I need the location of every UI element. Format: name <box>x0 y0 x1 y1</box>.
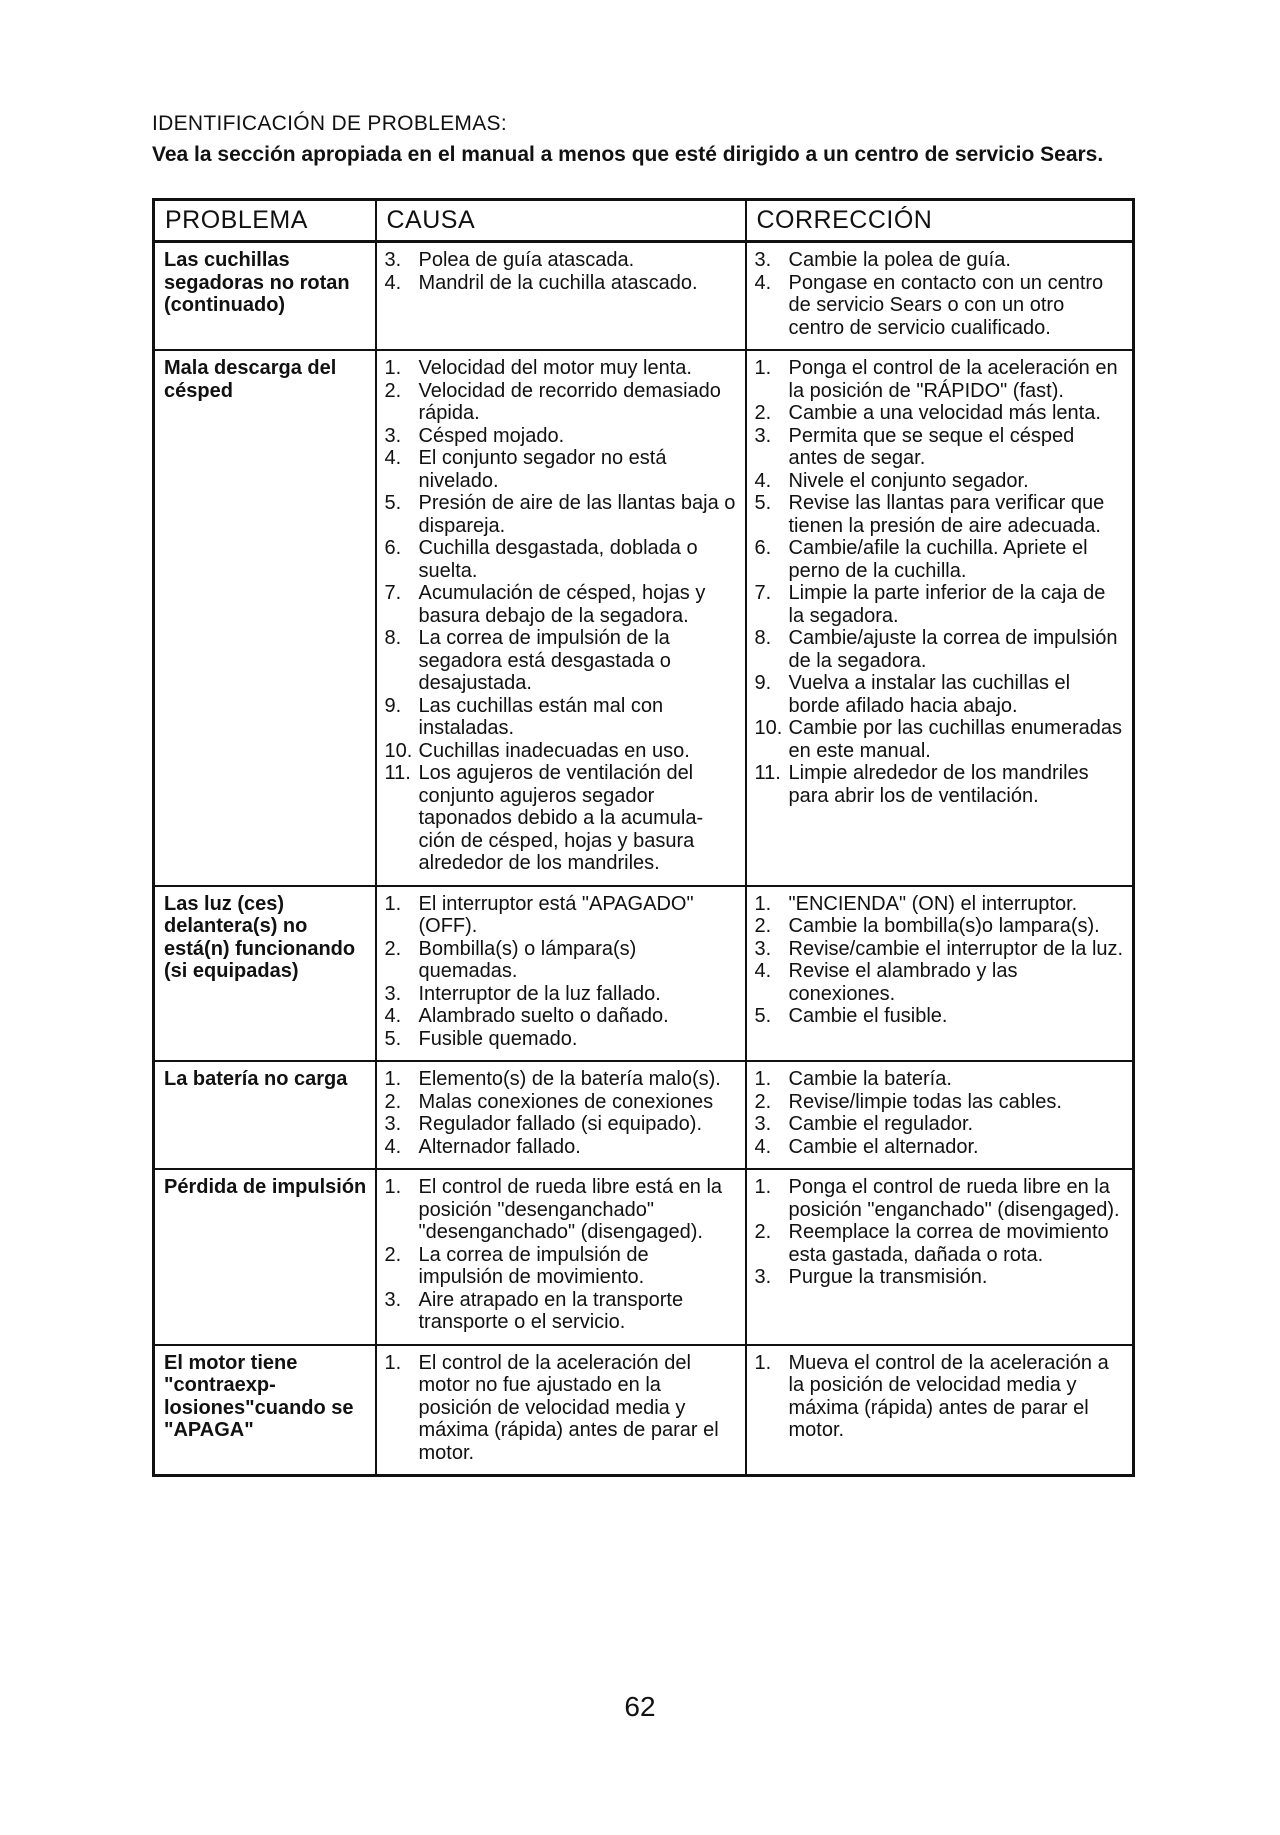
item-text: El conjunto segador no está nivelado. <box>418 447 667 492</box>
correction-item <box>755 1068 1125 1091</box>
cause-item <box>385 983 737 1006</box>
item-text: Aire atrapado en la transporte transporte o el servicio. <box>418 1288 684 1333</box>
table-header-row <box>154 200 1134 242</box>
item-number: 9. <box>754 672 772 694</box>
cause-item <box>385 582 737 627</box>
problem-cell: Las cuchillas segadoras no rotan (continuado) <box>154 242 376 351</box>
item-number: 10. <box>754 717 783 739</box>
item-text: El control de rueda libre está en la posición "desenganchado" "desenganchado" (disengaged). <box>418 1176 723 1243</box>
correction-item <box>755 960 1125 1005</box>
correction-item <box>755 627 1125 672</box>
item-text: Cambie la batería. <box>788 1068 952 1090</box>
troubleshooting-table-container <box>152 198 1132 1477</box>
item-number: 5. <box>754 1005 772 1027</box>
item-text: Cambie la polea de guía. <box>788 249 1011 271</box>
item-number: 1. <box>384 1351 402 1374</box>
column-header-problem: PROBLEMA <box>154 200 376 242</box>
item-text: Las cuchillas están mal con instaladas. <box>418 694 664 739</box>
correction-item <box>755 272 1125 340</box>
item-number: 4. <box>384 1005 402 1027</box>
item-number: 5. <box>384 1027 402 1050</box>
cause-item <box>385 537 737 582</box>
item-text: Limpie alrededor de los mandriles para abrir los de ventilación. <box>788 762 1089 807</box>
cause-item <box>385 893 737 938</box>
cause-item <box>385 762 737 875</box>
item-text: Reemplace la correa de movimiento esta gastada, dañada o rota. <box>788 1221 1109 1266</box>
item-number: 8. <box>754 627 772 649</box>
correction-cell <box>746 886 1134 1062</box>
correction-item <box>755 1113 1125 1136</box>
correction-cell <box>746 1345 1134 1476</box>
table-row <box>154 350 1134 886</box>
correction-list <box>755 893 1125 1028</box>
cause-item <box>385 272 737 295</box>
table-row <box>154 242 1134 351</box>
cause-item <box>385 1113 737 1136</box>
item-number: 3. <box>384 982 402 1005</box>
item-number: 1. <box>754 1068 772 1090</box>
item-number: 2. <box>384 1243 402 1266</box>
item-text: Cuchillas inadecuadas en uso. <box>418 739 690 762</box>
item-text: Presión de aire de las llantas baja o dispareja. <box>418 492 736 537</box>
item-number: 11. <box>754 762 781 784</box>
table-body <box>154 242 1134 1476</box>
item-text: Revise las llantas para verificar que tienen la presión de aire adecuada. <box>788 492 1105 537</box>
cause-list <box>385 893 737 1051</box>
item-text: Alternador fallado. <box>418 1135 581 1158</box>
correction-item <box>755 357 1125 402</box>
table-row <box>154 1061 1134 1169</box>
item-text: Bombilla(s) o lámpara(s) quemadas. <box>418 937 637 982</box>
item-number: 3. <box>754 937 772 960</box>
cause-cell <box>376 350 746 886</box>
item-number: 3. <box>754 1113 772 1135</box>
item-text: Alambrado suelto o dañado. <box>418 1005 669 1027</box>
cause-item <box>385 1176 737 1244</box>
item-number: 5. <box>754 492 772 514</box>
item-text: Revise/cambie el interruptor de la luz. <box>788 937 1124 960</box>
problem-cell: Pérdida de impulsión <box>154 1169 376 1345</box>
cause-cell <box>376 1061 746 1169</box>
cause-list <box>385 1352 737 1465</box>
item-text: Cambie/afile la cuchilla. Apriete el perno de la cuchilla. <box>788 537 1088 582</box>
item-text: Cambie a una velocidad más lenta. <box>788 402 1101 424</box>
item-text: "ENCIENDA" (ON) el interruptor. <box>788 892 1078 915</box>
item-text: Los agujeros de ventilación del conjunto agujeros segador taponados debido a la acumula-ción de césped, hojas y basura alrededor de los mandriles. <box>418 762 704 874</box>
correction-item <box>755 1005 1125 1028</box>
item-number: 1. <box>754 357 772 379</box>
item-number: 3. <box>384 1288 402 1311</box>
item-text: Ponga el control de rueda libre en la posición "enganchado" (disengaged). <box>788 1176 1120 1221</box>
item-number: 11. <box>384 762 411 784</box>
cause-item <box>385 938 737 983</box>
item-number: 4. <box>384 447 402 469</box>
table-row <box>154 1345 1134 1476</box>
item-number: 1. <box>754 1351 772 1374</box>
cause-cell <box>376 886 746 1062</box>
item-text: Interruptor de la luz fallado. <box>418 982 661 1005</box>
cause-item <box>385 447 737 492</box>
item-text: Elemento(s) de la batería malo(s). <box>418 1068 721 1090</box>
item-number: 4. <box>754 960 772 982</box>
correction-item <box>755 249 1125 272</box>
cause-item <box>385 1028 737 1051</box>
item-number: 4. <box>754 1135 772 1158</box>
cause-item <box>385 380 737 425</box>
item-number: 8. <box>384 627 402 649</box>
cause-item <box>385 425 737 448</box>
item-number: 7. <box>754 582 772 604</box>
section-heading: IDENTIFICACIÓN DE PROBLEMAS: <box>152 112 507 135</box>
item-number: 2. <box>754 1221 772 1243</box>
item-number: 1. <box>754 892 772 915</box>
item-number: 3. <box>754 424 772 447</box>
table-row <box>154 886 1134 1062</box>
item-number: 10. <box>384 739 413 762</box>
item-text: Ponga el control de la aceleración en la posición de "RÁPIDO" (fast). <box>788 357 1118 402</box>
item-number: 1. <box>384 1068 402 1090</box>
item-text: Velocidad de recorrido demasiado rápida. <box>418 379 721 424</box>
problem-cell: Las luz (ces) delantera(s) no está(n) funcionando (si equipadas) <box>154 886 376 1062</box>
item-text: Revise el alambrado y las conexiones. <box>788 960 1018 1005</box>
item-number: 3. <box>754 249 772 271</box>
cause-item <box>385 1289 737 1334</box>
cause-item <box>385 627 737 695</box>
correction-item <box>755 1266 1125 1289</box>
correction-item <box>755 402 1125 425</box>
correction-list <box>755 1352 1125 1442</box>
cause-item <box>385 357 737 380</box>
item-number: 3. <box>384 424 402 447</box>
cause-item <box>385 1005 737 1028</box>
troubleshooting-table <box>152 198 1135 1477</box>
cause-cell <box>376 242 746 351</box>
correction-item <box>755 1176 1125 1221</box>
correction-item <box>755 1221 1125 1266</box>
item-text: Vuelva a instalar las cuchillas el borde afilado hacia abajo. <box>788 672 1071 717</box>
item-number: 1. <box>754 1176 772 1198</box>
item-text: El control de la aceleración del motor no fue ajustado en la posición de velocidad media y máxima (rápida) antes de parar el motor. <box>418 1351 719 1464</box>
item-text: Cambie el fusible. <box>788 1005 948 1027</box>
correction-item <box>755 1091 1125 1114</box>
item-text: Cambie/ajuste la correa de impulsión de la segadora. <box>788 627 1118 672</box>
correction-item <box>755 1136 1125 1159</box>
item-number: 2. <box>384 379 402 402</box>
correction-item <box>755 893 1125 916</box>
page-number: 62 <box>624 1691 656 1722</box>
item-number: 4. <box>754 271 772 294</box>
correction-cell <box>746 242 1134 351</box>
item-text: Nivele el conjunto segador. <box>788 469 1029 492</box>
cause-item <box>385 1091 737 1114</box>
item-text: Cambie la bombilla(s)o lampara(s). <box>788 915 1100 937</box>
problem-cell: El motor tiene "contraexp-losiones"cuando se "APAGA" <box>154 1345 376 1476</box>
correction-item <box>755 582 1125 627</box>
correction-item <box>755 915 1125 938</box>
item-text: Cuchilla desgastada, doblada o suelta. <box>418 537 698 582</box>
correction-list <box>755 1068 1125 1158</box>
cause-item <box>385 1352 737 1465</box>
correction-cell <box>746 1169 1134 1345</box>
cause-item <box>385 740 737 763</box>
item-text: La correa de impulsión de impulsión de movimiento. <box>418 1243 649 1288</box>
item-text: Cambie el regulador. <box>788 1113 974 1135</box>
correction-item <box>755 470 1125 493</box>
item-text: Revise/limpie todas las cables. <box>788 1090 1062 1113</box>
item-number: 3. <box>754 1266 772 1288</box>
cause-list <box>385 357 737 875</box>
correction-item <box>755 762 1125 807</box>
item-text: Permita que se seque el césped antes de segar. <box>788 424 1075 469</box>
correction-list <box>755 357 1125 807</box>
cause-item <box>385 1244 737 1289</box>
item-text: Limpie la parte inferior de la caja de la segadora. <box>788 582 1106 627</box>
cause-item <box>385 492 737 537</box>
item-number: 2. <box>384 937 402 960</box>
cause-item <box>385 1068 737 1091</box>
item-number: 2. <box>754 402 772 424</box>
item-number: 3. <box>384 249 402 271</box>
item-text: Acumulación de césped, hojas y basura debajo de la segadora. <box>418 582 706 627</box>
item-number: 6. <box>384 537 402 559</box>
correction-cell <box>746 350 1134 886</box>
item-number: 4. <box>384 1135 402 1158</box>
item-text: Cambie por las cuchillas enumeradas en este manual. <box>788 717 1122 762</box>
item-number: 2. <box>754 915 772 937</box>
column-header-correction: CORRECCIÓN <box>746 200 1134 242</box>
item-text: Fusible quemado. <box>418 1027 578 1050</box>
correction-item <box>755 717 1125 762</box>
correction-list <box>755 1176 1125 1289</box>
correction-list <box>755 249 1125 339</box>
cause-item <box>385 1136 737 1159</box>
item-number: 4. <box>754 469 772 492</box>
cause-list <box>385 1068 737 1158</box>
cause-cell <box>376 1345 746 1476</box>
correction-item <box>755 938 1125 961</box>
item-text: Velocidad del motor muy lenta. <box>418 357 692 379</box>
correction-cell <box>746 1061 1134 1169</box>
cause-item <box>385 249 737 272</box>
item-number: 7. <box>384 582 402 604</box>
item-text: La correa de impulsión de la segadora está desgastada o desajustada. <box>418 627 671 694</box>
cause-item <box>385 695 737 740</box>
item-number: 9. <box>384 694 402 717</box>
item-text: Polea de guía atascada. <box>418 249 635 271</box>
item-number: 4. <box>384 271 402 294</box>
problem-cell: La batería no carga <box>154 1061 376 1169</box>
item-text: Mueva el control de la aceleración a la posición de velocidad media y máxima (rápida) antes de parar el motor. <box>788 1351 1109 1441</box>
item-number: 2. <box>384 1090 402 1113</box>
correction-item <box>755 1352 1125 1442</box>
correction-item <box>755 492 1125 537</box>
problem-cell: Mala descarga del césped <box>154 350 376 886</box>
item-text: Pongase en contacto con un centro de servicio Sears o con un otro centro de servicio cualificado. <box>788 271 1104 339</box>
item-number: 2. <box>754 1090 772 1113</box>
item-text: Regulador fallado (si equipado). <box>418 1113 703 1135</box>
cause-list <box>385 249 737 294</box>
column-header-cause: CAUSA <box>376 200 746 242</box>
item-text: Mandril de la cuchilla atascado. <box>418 271 698 294</box>
correction-item <box>755 537 1125 582</box>
cause-cell <box>376 1169 746 1345</box>
item-text: Purgue la transmisión. <box>788 1266 988 1288</box>
item-text: El interruptor está "APAGADO" (OFF). <box>418 892 694 937</box>
table-row <box>154 1169 1134 1345</box>
item-text: Césped mojado. <box>418 424 565 447</box>
item-text: Cambie el alternador. <box>788 1135 979 1158</box>
correction-item <box>755 672 1125 717</box>
correction-item <box>755 425 1125 470</box>
cause-list <box>385 1176 737 1334</box>
item-text: Malas conexiones de conexiones <box>418 1090 714 1113</box>
item-number: 1. <box>384 1176 402 1198</box>
item-number: 1. <box>384 357 402 379</box>
item-number: 5. <box>384 492 402 514</box>
item-number: 1. <box>384 892 402 915</box>
section-subheading: Vea la sección apropiada en el manual a menos que esté dirigido a un centro de servicio Sears. <box>152 143 1104 166</box>
item-number: 6. <box>754 537 772 559</box>
item-number: 3. <box>384 1113 402 1135</box>
